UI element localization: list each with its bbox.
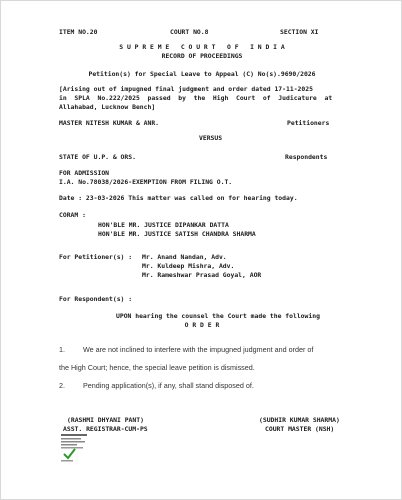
petitioner-party: MASTER NITESH KUMAR & ANR. — [59, 119, 160, 127]
counsel-name: Mr. Anand Nandan, Adv. — [142, 253, 227, 261]
petitioner-role: Petitioners — [287, 119, 330, 127]
order-point-text: Pending application(s), if any, shall stand disposed of. — [83, 381, 254, 390]
order-point-text: the High Court; hence, the special leave petition is dismissed. — [59, 363, 255, 372]
respondent-counsel-label: For Respondent(s) : — [59, 295, 133, 303]
arising-line: in SPLA No.222/2025 passed by the High Court of Judicature at — [59, 94, 333, 102]
admission-label: FOR ADMISSION — [59, 169, 110, 177]
order-heading: O R D E R — [184, 321, 220, 329]
respondent-role: Respondents — [285, 153, 328, 161]
arising-line: Allahabad, Lucknow Bench] — [59, 103, 156, 111]
order-point-text: We are not inclined to interfere with the impugned judgment and order of — [83, 345, 314, 354]
order-point-number: 2. — [59, 381, 65, 390]
order-point-number: 1. — [59, 345, 65, 354]
left-signatory-name: (RASHMI DHYANI PANT) — [67, 416, 144, 424]
court-number: COURT NO.8 — [170, 28, 209, 36]
arising-line: [Arising out of impugned final judgment and order dated 17-11-2025 — [59, 85, 313, 93]
counsel-name: Mr. Kuldeep Mishra, Adv. — [142, 262, 235, 270]
signature-stamp-icon — [61, 434, 97, 464]
section-number: SECTION XI — [280, 28, 319, 36]
court-name: S U P R E M E C O U R T O F I N D I A — [119, 43, 285, 51]
versus-label: VERSUS — [199, 134, 223, 142]
judge-name: HON'BLE MR. JUSTICE DIPANKAR DATTA — [98, 221, 229, 229]
right-signatory-title: COURT MASTER (NSH) — [265, 425, 335, 433]
item-number: ITEM NO.20 — [59, 28, 98, 36]
upon-hearing-line: UPON hearing the counsel the Court made the following — [116, 312, 320, 320]
petition-title: Petition(s) for Special Leave to Appeal (C) No(s).9690/2026 — [88, 70, 316, 78]
ia-line: I.A. No.78038/2026-EXEMPTION FROM FILING O.T. — [59, 178, 233, 186]
record-title: RECORD OF PROCEEDINGS — [161, 52, 243, 60]
counsel-name: Mr. Rameshwar Prasad Goyal, AOR — [142, 271, 262, 279]
coram-label: CORAM : — [59, 211, 86, 219]
right-signatory-name: (SUDHIR KUMAR SHARMA) — [259, 416, 340, 424]
date-line: Date : 23-03-2026 This matter was called on for hearing today. — [59, 194, 298, 202]
digital-signature-stamp — [61, 434, 97, 464]
left-signatory-title: ASST. REGISTRAR-CUM-PS — [63, 425, 148, 433]
petitioner-counsel-label: For Petitioner(s) : — [59, 253, 133, 261]
judge-name: HON'BLE MR. JUSTICE SATISH CHANDRA SHARMA — [98, 230, 256, 238]
respondent-party: STATE OF U.P. & ORS. — [59, 153, 136, 161]
